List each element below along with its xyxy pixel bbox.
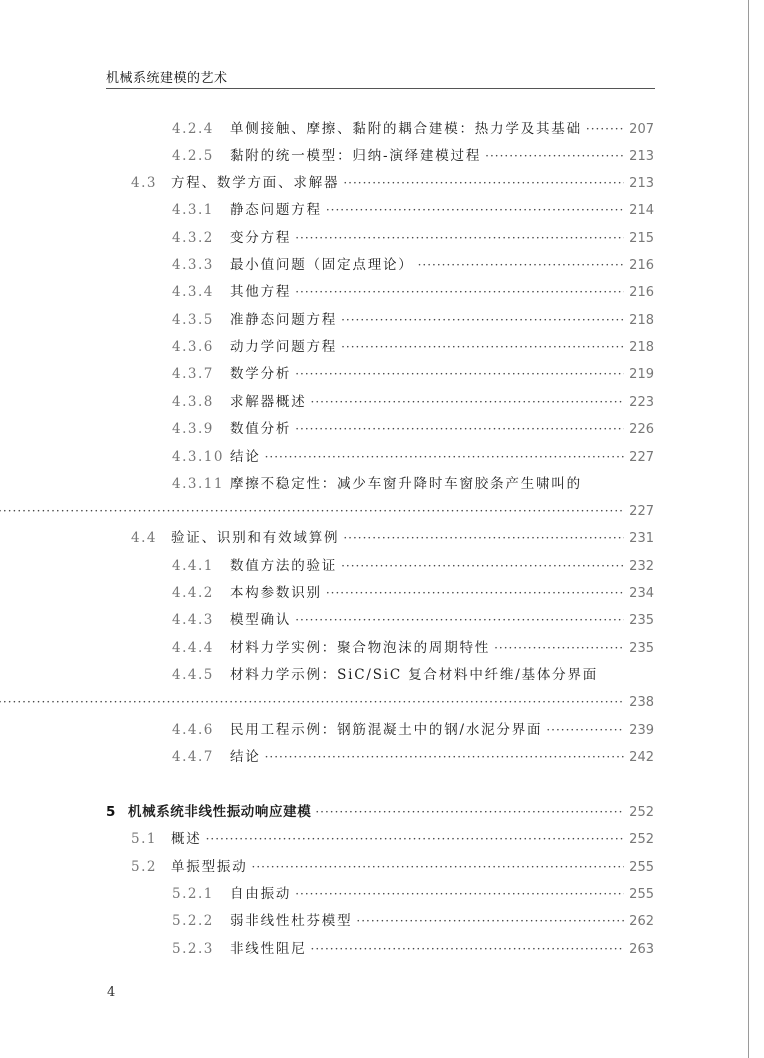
toc-entry-page: 215 — [629, 231, 654, 246]
toc-leader-dots — [341, 336, 624, 358]
toc-leader-dots — [295, 418, 624, 440]
toc-entry-number: 4.4.1 — [172, 558, 214, 574]
toc-entry-page: 216 — [629, 285, 654, 300]
toc-entry — [172, 746, 654, 768]
toc-leader-dots — [356, 910, 624, 932]
toc-entry-number: 5.2 — [131, 859, 157, 875]
toc-entry — [131, 527, 654, 549]
toc-entry-page: 213 — [629, 176, 654, 191]
toc-leader-dots — [343, 527, 624, 549]
toc-leader-dots — [326, 199, 624, 221]
toc-entry-title: 准静态问题方程 — [230, 312, 338, 328]
toc-leader-dots — [265, 446, 624, 468]
toc-entry-title: 黏附的统一模型：归纳-演绎建模过程 — [230, 148, 482, 164]
toc-entry-page: 242 — [629, 750, 654, 765]
toc-entry-title: 单振型振动 — [171, 859, 248, 875]
toc-leader-dots — [265, 746, 624, 768]
toc-leader-dots — [485, 145, 624, 167]
toc-entry-title: 数值分析 — [230, 421, 292, 437]
toc-entry-title: 材料力学实例：聚合物泡沫的周期特性 — [230, 640, 491, 656]
toc-entry-page: 227 — [629, 450, 654, 465]
toc-entry — [0, 500, 654, 522]
toc-entry — [172, 391, 654, 413]
toc-leader-dots — [326, 582, 624, 604]
toc-entry-title: 结论 — [230, 749, 261, 765]
toc-entry — [172, 199, 654, 221]
toc-entry — [172, 609, 654, 631]
toc-leader-dots — [341, 555, 624, 577]
toc-entry-title: 最小值问题（固定点理论） — [230, 257, 414, 273]
toc-entry-title: 验证、识别和有效域算例 — [171, 530, 340, 546]
toc-leader-dots — [546, 719, 624, 741]
toc-entry-title: 数学分析 — [230, 366, 292, 382]
toc-entry-title: 单侧接触、摩擦、黏附的耦合建模：热力学及其基础 — [230, 121, 582, 137]
toc-entry-number: 5 — [106, 804, 117, 820]
toc-leader-dots — [295, 227, 624, 249]
toc-entry-title: 机械系统非线性振动响应建模 — [128, 804, 312, 820]
header-rule — [106, 88, 655, 89]
toc-entry-title: 摩擦不稳定性：减少车窗升降时车窗胶条产生啸叫的 — [230, 476, 582, 492]
toc-leader-dots — [295, 609, 624, 631]
toc-entry — [0, 691, 654, 713]
toc-entry — [172, 418, 654, 440]
toc-entry-number: 4.4.4 — [172, 640, 214, 656]
toc-entry-number: 5.2.1 — [172, 886, 214, 902]
toc-leader-dots — [295, 363, 624, 385]
toc-leader-dots — [341, 309, 624, 331]
toc-entry-page: 255 — [629, 887, 654, 902]
toc-leader-dots — [295, 883, 624, 905]
toc-entry — [172, 473, 654, 495]
toc-entry — [172, 719, 654, 741]
toc-entry-page: 263 — [629, 942, 654, 957]
toc-entry-title: 材料力学示例：SiC/SiC 复合材料中纤维/基体分界面 — [230, 667, 599, 683]
toc-leader-dots — [295, 281, 624, 303]
toc-entry-number: 4.4.2 — [172, 585, 214, 601]
toc-entry — [172, 118, 654, 140]
toc-leader-dots — [315, 801, 624, 823]
toc-leader-dots — [0, 500, 624, 522]
toc-leader-dots — [252, 856, 625, 878]
toc-leader-dots — [343, 172, 624, 194]
toc-entry-number: 4.3.11 — [172, 476, 224, 492]
toc-entry-number: 4.4 — [131, 530, 157, 546]
toc-entry-number: 4.4.6 — [172, 722, 214, 738]
toc-entry-number: 4.3.5 — [172, 312, 214, 328]
running-head: 机械系统建模的艺术 — [106, 71, 228, 86]
page-number: 4 — [107, 985, 116, 1000]
toc-leader-dots — [311, 391, 625, 413]
toc-entry-title: 概述 — [171, 831, 202, 847]
toc-entry-page: 219 — [629, 367, 654, 382]
toc-entry-title: 动力学问题方程 — [230, 339, 338, 355]
toc-entry-title: 弱非线性杜芬模型 — [230, 913, 353, 929]
toc-entry — [172, 254, 654, 276]
toc-leader-dots — [0, 691, 624, 713]
toc-entry-number: 4.3.1 — [172, 202, 214, 218]
toc-entry-page: 227 — [629, 504, 654, 519]
toc-entry-number: 4.3.2 — [172, 230, 214, 246]
toc-entry-title: 其他方程 — [230, 284, 292, 300]
toc-entry-title: 数值方法的验证 — [230, 558, 338, 574]
toc-entry-page: 255 — [629, 860, 654, 875]
toc-entry-title: 静态问题方程 — [230, 202, 322, 218]
toc-entry-number: 4.3.10 — [172, 449, 224, 465]
toc-entry-page: 262 — [629, 914, 654, 929]
toc-entry-number: 5.1 — [131, 831, 157, 847]
toc-leader-dots — [586, 118, 624, 140]
toc-entry-number: 4.4.3 — [172, 612, 214, 628]
toc-entry — [172, 938, 654, 960]
toc-entry-page: 226 — [629, 422, 654, 437]
toc-entry — [172, 145, 654, 167]
toc-entry-page: 232 — [629, 559, 654, 574]
toc-entry-number: 4.3.4 — [172, 284, 214, 300]
toc-entry — [172, 910, 654, 932]
toc-entry-number: 5.2.2 — [172, 913, 214, 929]
toc-entry-page: 213 — [629, 149, 654, 164]
toc-leader-dots — [311, 938, 625, 960]
toc-entry-page: 218 — [629, 313, 654, 328]
toc-entry-page: 239 — [629, 723, 654, 738]
toc-entry — [131, 856, 654, 878]
toc-entry-page: 252 — [629, 832, 654, 847]
toc-entry-page: 207 — [629, 122, 654, 137]
toc-entry-title: 结论 — [230, 449, 261, 465]
toc-entry-number: 4.4.5 — [172, 667, 214, 683]
toc-entry-number: 4.4.7 — [172, 749, 214, 765]
toc-entry-number: 4.2.4 — [172, 121, 214, 137]
toc-entry — [172, 582, 654, 604]
toc-leader-dots — [494, 637, 624, 659]
toc-entry — [172, 336, 654, 358]
toc-entry — [172, 446, 654, 468]
toc-entry-page: 252 — [629, 805, 654, 820]
toc-entry-title: 本构参数识别 — [230, 585, 322, 601]
toc-entry-title: 求解器概述 — [230, 394, 307, 410]
toc-entry — [172, 555, 654, 577]
toc-entry — [106, 801, 654, 823]
toc-entry-title: 非线性阻尼 — [230, 941, 307, 957]
toc-entry-number: 4.3.3 — [172, 257, 214, 273]
toc-entry-title: 民用工程示例：钢筋混凝土中的钢/水泥分界面 — [230, 722, 543, 738]
toc-entry-number: 4.3.6 — [172, 339, 214, 355]
toc-entry-number: 4.3 — [131, 175, 157, 191]
toc-entry — [131, 172, 654, 194]
toc-entry-page: 218 — [629, 340, 654, 355]
toc-entry-number: 4.3.7 — [172, 366, 214, 382]
toc-entry-page: 216 — [629, 258, 654, 273]
toc-entry-number: 4.3.9 — [172, 421, 214, 437]
toc-entry-title: 变分方程 — [230, 230, 292, 246]
toc-entry-page: 238 — [629, 695, 654, 710]
toc-entry-title: 模型确认 — [230, 612, 292, 628]
toc-entry-page: 235 — [629, 613, 654, 628]
toc-entry-number: 5.2.3 — [172, 941, 214, 957]
toc-entry-number: 4.3.8 — [172, 394, 214, 410]
toc-entry-page: 214 — [629, 203, 654, 218]
page-edge-line — [748, 0, 749, 1058]
toc-leader-dots — [206, 828, 624, 850]
toc-entry-title: 自由振动 — [230, 886, 292, 902]
toc-entry — [172, 309, 654, 331]
toc-entry-number: 4.2.5 — [172, 148, 214, 164]
toc-entry-page: 235 — [629, 641, 654, 656]
toc-entry — [172, 363, 654, 385]
toc-entry — [172, 227, 654, 249]
toc-entry — [131, 828, 654, 850]
toc-entry — [172, 637, 654, 659]
toc-entry — [172, 883, 654, 905]
toc-entry-page: 223 — [629, 395, 654, 410]
toc-entry-page: 231 — [629, 531, 654, 546]
toc-entry-page: 234 — [629, 586, 654, 601]
toc-entry — [172, 664, 654, 686]
toc-entry-title: 方程、数学方面、求解器 — [171, 175, 340, 191]
toc-leader-dots — [418, 254, 624, 276]
toc-entry — [172, 281, 654, 303]
